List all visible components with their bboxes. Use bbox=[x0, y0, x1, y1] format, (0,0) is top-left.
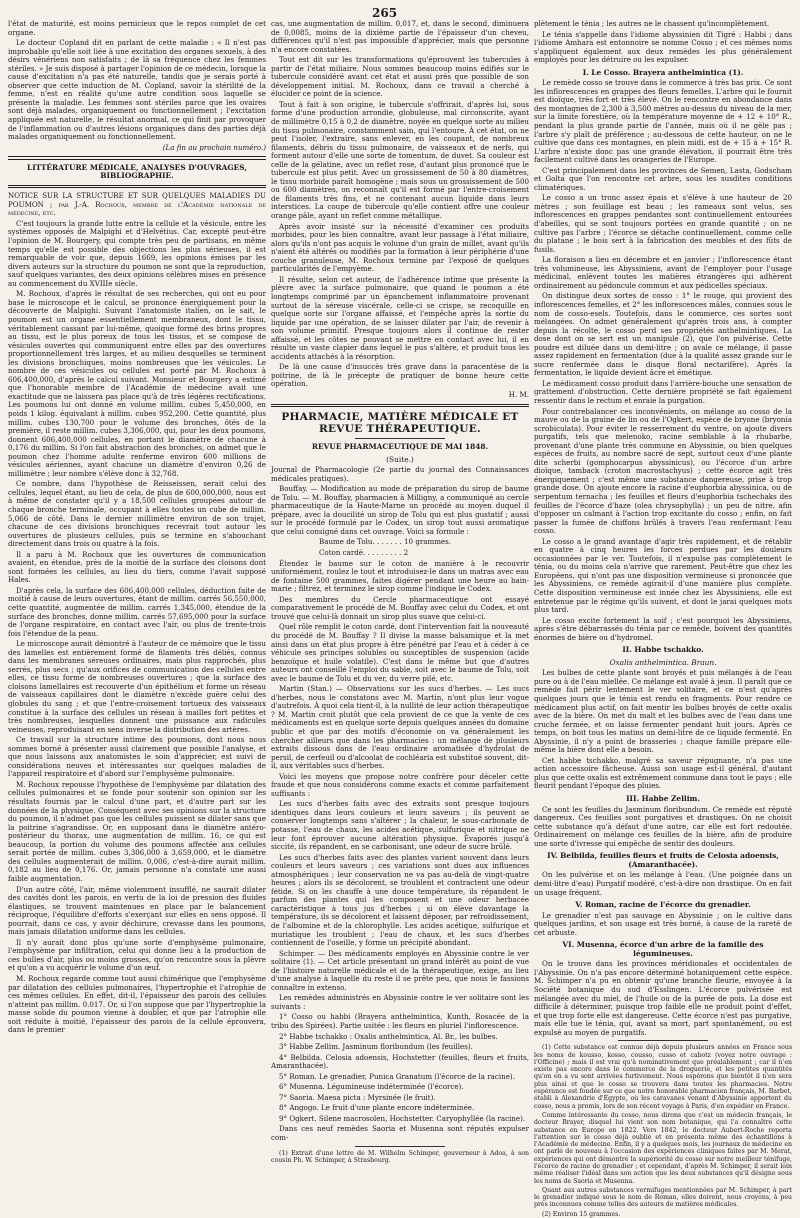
paragraph: Le ténia s'appelle dans l'idiome abyssinien dit Tigré : Habbi ; dans l'idiome Amhara est entonnoire se nomme Cosso ; et ces mêmes noms s'appliquent également aux deux remèdes les plus généralement employés pour les détruire ou les expulser. bbox=[534, 29, 792, 65]
journal-source: Journal de Pharmacologie (2e partie du journal des Connaissances médicales pratiques). bbox=[271, 465, 529, 483]
paragraph: La floraison a lieu en décembre et en janvier ; l'inflorescence étant très volumineuse, les Abyssiniens, avant de l'employer pour l'usage médicinal, enlèvent toutes les matières étrangères qui adhèrent ordinairement au pédoncule commun et aux pédicelles spéciaux. bbox=[534, 255, 792, 290]
paragraph: Étendez le baume sur le coton de manière à le recouvrir uniformément, roulez le tout et introduisez-le dans un matras avec eau de fontaine 500 grammes, faites digérer pendant une heure au bain-marie ; filtrez, et terminez le sirop comme l'indique le Codex. bbox=[271, 558, 529, 594]
paragraph: Après avoir insisté sur la nécessité d'examiner ces produits morbides, pour les bien connaître, avant leur passage à l'état miliaire, alors qu'ils n'ont pas acquis le volume d'un grain de millet, avant qu'ils n'aient été altérés ou modifiés par la formation à leur périphérie d'une couche granuleuse, M. Rochoux termine par l'exposé de quelques particularités de l'empyème. bbox=[271, 221, 529, 274]
subheading: VI. Musenna, écorce d'un arbre de la famille des légumineuses. bbox=[562, 940, 764, 958]
recipe-line: Baume de Tolu. . . . . . . 10 grammes. bbox=[319, 537, 452, 547]
paragraph: Les bulbes de cette plante sont broyés et puis mélangés à de l'eau pure ou à de l'eau miellée. Ce mélange est avalé à jeun. Il paraît que ce remède fait périr lentement le ver solitaire, et ce n'est qu'après quelques jours que le ténia est rendu en fragments. Pour rendre ce médicament plus actif, on fait mentir les bulbes broyés de cette oxalis avec de la bière. On met du malt et les bulbes avec de l'eau dans une cruche fermée, et on laisse fermenter pendant huit jours. Après ce temps, on boit tous les matins un demi-litre de ce liquide fermenté. En Abyssinie, il n'y a point de brasseries ; chaque famille prépare elle-même la bière dont elle a besoin. bbox=[534, 668, 792, 755]
subheading: V. Roman, racine de l'écorce du grenadier. bbox=[575, 900, 751, 910]
paragraph: Pour contrebalancer ces inconvénients, on mélange au cosso de la mauve ou de la graine de lin ou de l'Ogkert, espèce de bryone (bryonia scrobiculata). Pour éviter le resserrement du ventre, on ajoute divers purgatifs, tels que melenoko, racine semblable à la rhubarbe, provenant d'une plante très commune en Abyssinie, ou bien quelques espèces de fruits, au nombre sacré de sept, surtout ceux d'une plante dite scherbi (gomphocarpus abyssinicus), ou l'écorce d'un arbre dioïque, tamback (croton macrostachyus) ; cette écorce agit très énergiquement ; c'est même une substance dangereuse, prise à trop grande dose. On ajoute encore la racine d'euphorbia abyssinica, ou de serpentum ternacha ; les feuilles et fleurs d'euphorbia tschechaks des feuilles de l'écorce d'haze (olea chrysophylla) ; un peu de nitre, afin d'opposer un calmant à l'action trop excitante du cosso ; enfin, on fait passer la fumée de chiffons brûlés à travers l'eau renfermant l'eau cosso. bbox=[534, 406, 792, 536]
paragraph: On le trouve dans les provinces méridionales et occidentales de l'Abyssinie. On n'a pas encore déterminé botaniquement cette espèce. M. Schimper n'a pu en obtenir qu'une branche fleurie, envoyée à la Société botanique du sud d'Esslingen. L'écorce pulvérisée est mélangée avec du miel, de l'huile ou de la purée de pois. La dose est difficile à déterminer, puisque trop faible elle ne produit point d'effet, et que trop forte elle est dangereuse. Cette écorce n'est pas purgative, mais elle tue le ténia, qui, avant sa mort, part spontanément, ou est expulsé au moyen de purgatifs. bbox=[534, 959, 792, 1037]
paragraph: Cet habbe tschakko, malgré sa saveur répugnante, n'a pas une action accessoire fâcheuse. Aussi son usage est-il général, d'autant plus que cette oxalis est extrêmement commune dans tout le pays ; elle fleurit pendant l'époque des pluies. bbox=[534, 755, 792, 791]
paragraph: Tout est dit sur les transformations qu'éprouvent les tubercules à partir de l'état miliaire. Nous sommes beaucoup moins édifiés sur le tubercule considéré avant cet état et aussi près que possible de son développement initial. M. Rochoux, dans ce travail a cherché à élucider ce point de la science. bbox=[271, 55, 529, 99]
subheading: IV. Belbilda, feuilles fleurs et fruits de Celosia adoensis, (Amaranthacée). bbox=[547, 851, 779, 869]
paragraph: Les sucs d'herbes faits avec des extraits sont presque toujours identiques dans leurs couleurs et leurs saveurs ; ils peuvent se conserver longtemps sans s'altérer ; la chaleur, le sous-carbonate de potasse, l'eau de chaux, les acides acétique, sulfurique et nitrique ne leur font éprouver aucune altération physique. Évaporés jusqu'à siccité, ils répandent, en se carbonisant, une odeur de sucre brûlé. bbox=[271, 799, 529, 852]
paragraph: Le remède cosso se trouve dans le commerce à très bas prix. Ce sont les inflorescences en grappes des fleurs femelles. L'arbre qui le fournit est dioïque, très fort et très élevé. On le rencontre en abondance dans des montagnes de 2,300 à 3,500 mètres au-dessus du niveau de la mer, sur la limite forestière, où la température moyenne de + 12 + 10° R., pendant la plus grande partie de l'année, mais où il ne gèle pas ; l'arbre s'y plaît de préférence ; au-dessous de cette hauteur, on ne le cultive que dans ces montagnes, en plein midi, est de + 15 à + 15° R. L'arbre n'existe donc pas une grande élévation, il pourrait être très facilement cultivé dans les orangeries de l'Europe. bbox=[534, 78, 792, 165]
paragraph: Ce nombre, dans l'hypothèse de Reisseissen, serait celui des cellules, lequel étant, au lieu de cela, de plus de 600,000,000, nous est à même de constater qu'il y a 18,500 cellules groupées autour de chaque bronche terminale, occupant à elles toutes un cube de millim. 5,066 de côté. Dans le dernier millimètre environ de son trajet, chacune de ces divisions bronchiques recevrait tout autour les ouvertures de plusieurs cellules, puis se termine en s'abouchant directement dans trois ou quatre à la fois. bbox=[8, 479, 266, 549]
column-1 bbox=[8, 20, 266, 1120]
section-rule bbox=[8, 185, 266, 189]
paragraph: D'un autre côté, l'air, même violemment insufflé, ne saurait dilater des cavités dont les parois, en vertu de la loi de pression des fluides élastiques, se trouvent maintenues en place par le balancement réciproque, l'équilibre d'efforts s'exerçant sur elles en sens opposé. Il pourrait, dans ce cas, y avoir déchirure, crevasse dans les poumons, mais jamais dilatation uniforme dans les cellules. bbox=[8, 884, 266, 937]
paragraph: Le cosso a un tronc assez épais et s'élève à une hauteur de 20 mètres ; son feuillage est beau ; les rameaux sont velus, ses inflorescences en grappes pendantes sont continuellement entourées d'abeilles, qui se sont toujours portées en grande quantité ; on ne cultive pas l'arbre ; l'écorce se détache continuellement, comme celle du platane ; le bois sert à la fabrication des meubles et des fûts de fusils. bbox=[534, 193, 792, 254]
subheading: I. Le Cosso. Brayera anthelmintica (1). bbox=[582, 67, 744, 77]
paragraph: Martin (Stan.) — Observations sur les sucs d'herbes. — Les sucs d'herbes, nous le constatons avec M. Martin, n'ont plus leur vogue d'autrefois. À quoi cela tient-il, à la nullité de leur action thérapeutique ? M. Martin croit plutôt que cela provient de ce que la vente de ces médicaments est en quelque sorte depuis quelques années du domaine public et que par des motifs d'économie on va généralement les chercher ailleurs que dans les pharmacies : un mélange de plusieurs extraits dissous dans de l'eau ordinaire aromatisée d'hydrolat de persil, de cerfeuil ou d'alcoolat de cochléaria est substitué souvent, dit-il, aux véritables sucs d'herbes. bbox=[271, 684, 529, 771]
paragraph: cas, une augmentation de millim. 0,017, et, dans le second, diminuera de 0,0085, moins de la dixième partie de l'épaisseur d'un cheveu, différences qu'il n'est pas impossible d'apprécier, mais que personne n'a encore constatées. bbox=[271, 19, 529, 54]
section-heading: LITTÉRATURE MÉDICALE, ANALYSES D'OUVRAGES, BIBLIOGRAPHIE. bbox=[27, 162, 247, 181]
list-item: 2° Habbe tschakko : Oxalis anthelmintica, Al. Br., les bulbes. bbox=[279, 1031, 498, 1041]
paragraph: Il résulte, selon cet auteur, de l'adhérence intime que présente la plèvre avec la surface pulmonaire, que quand le poumon a été longtemps comprimé par un épanchement inflammatoire provenant surtout de la séreuse viscérale, celle-ci se crispe, se recoquille en quelque sorte sur l'organe affaissé, et l'empêche après la sortie du liquide par une opération, de se laisser dilater par l'air, de revenir à son volume primitif. Presque toujours alors il continue de rester affaissé, et les côtes ne pouvant se mettre en contact avec lui, il en résulte un vaste clapier dans lequel le pus s'altère, et produit tous les accidents attachés à la résorption. bbox=[271, 274, 529, 361]
list-item: 7° Saoria. Maesa picta : Myrsinée (le fruit). bbox=[279, 1092, 436, 1102]
paragraph: M. Rochoux repousse l'hypothèse de l'emphysème par dilatation des cellules pulmonaires et se fonde pour soutenir son opinion sur les résultats fournis par le calcul d'une part, et d'autre part sur les données de la physique. Conséquent avec ses opinions sur la structure du poumon, il n'admet pas que les cellules puissent se dilater sans que la poitrine s'agrandisse. Or, en supposant dans le diamètre antéro-postérieur du thorax, une augmentation de millim. 16, ce qui est beaucoup, la portion du volume des poumons affectée aux cellules serait portée de millim. cubes 3,306,000 à 3,659,000, et le diamètre des cellules augmenterait de millim. 0,006, c'est-à-dire aurait millim. 0,182 au lieu de 0,176. Or, jamais personne n'a constaté une aussi faible augmentation. bbox=[8, 779, 266, 883]
footnote: Quant aux autres substances vermifuges mentionnées par M. Schimper, à part le grenadier indiqué sous le nom de Roman, elles doivent, nous croyons, à peu près inconnues comme telles des auteurs de matières médicales. bbox=[534, 1186, 792, 1209]
paragraph: Tout à fait à son origine, le tubercule s'offrirait, d'après lui, sous forme d'une production arrondie, globuleuse, mal circonscrite, ayant de millimètre 0,15 à 0,2 de diamètre, noyée en quelque sorte au milieu du tissu pulmonaire, constamment sain, qui l'entoure. À cet état, on ne peut l'isoler, l'extraire, sans enlever, en les coupant, de nombreux filaments, débris du tissu pulmonaire, de vaisseaux et de nerfs, qui forment autour d'elle une sorte de tomentum, de duvet. Sa couleur est celle de la gélatine, avec un reflet rose, d'autant plus prononcé que le tubercule est plus petit. Avec un grossissement de 50 à 80 diamètres, le tissu morbide paraît homogène ; mais sous un grossissement de 500 ou 600 diamètres, on reconnaît qu'il est formé par l'entre-croisement de filaments très fins, et ne contenant aucun liquide dans leurs interstices. La coupe de tubercule qu'elle contient offre une couleur orange pâle, ayant un reflet comme métallique. bbox=[271, 99, 529, 221]
paragraph: Ce sont les feuilles du Jasminum floribundum. Ce remède est réputé dangereux. Ces feuilles sont purgatives et drastiques. On ne choisit cette substance qu'à défaut d'une autre, car elle est fort redoutée. Ordinairement on mélange ces feuilles de la bière, afin de produire une sorte d'ivresse qui empêche de sentir des douleurs. bbox=[534, 804, 792, 848]
paragraph: Schimper. — Des médicaments employés en Abyssinie contre le ver solitaire (1). — Cet article présentant un grand intérêt au point de vue de l'histoire naturelle médicale et de la thérapeutique, exige, au lieu d'une analyse à laquelle du reste il se prête peu, que nous le fassions connaître in extenso. bbox=[271, 948, 529, 992]
section-title: PHARMACIE, MATIÈRE MÉDICALE ET REVUE THÉRAPEUTIQUE. bbox=[281, 411, 519, 436]
suite-label: (Suite.) bbox=[386, 454, 414, 464]
paragraph: M. Rochoux, d'après le résultat de ses recherches, qui ont eu pour base le microscope et le calcul, se prononce énergiquement pour la découverte de Malpighi. Suivant l'anatomiste italien, on le sait, le poumon est un organe essentiellement membraneux, dont le tissu, véritablement cassant par lui-même, quoique formé des brins propres au tissu, est le plus poreux de tous les tissus, et se compose de vésicules ouvertes qui communiquent entre elles par des ouvertures proportionnellement très larges, et au milieu desquelles se terminent les divisions bronchiques, moins nombreuses que les vésicules. Le nombre de ces vésicules ou cellules est porté par M. Rochoux à 606,400,000, d'après le calcul suivant. Monsieur et Bourgery a estimé que l'honorable membre de l'Académie de médecine avait une exactitude que ne laissera pas place qu'à de très légères rectifications. Les poumons lui ont donné en volume millim. cubes 5,450,000, en poids 1 kilog. équivalant à millim. cubes 952,200. Cette quantité, plus millim. cubes 130,700 pour le volume des bronches, ôtés de la première, il reste millim. cubes 3,306,000, qui, pour les deux poumons, donnent 606,400,000 cellules, en portant le diamètre de chacune à 0,176 du millim. Si l'on fait abstraction des bronches, on admet que le poumon chez l'homme adulte renferme environ 600 millions de vésicules aériennes, ayant chacune un diamètre d'environ 0,26 de millimètre ; leur nombre s'élève donc à 32,768. bbox=[8, 289, 266, 478]
divider bbox=[355, 438, 445, 439]
subheading: Oxalis anthelmintica. Braun. bbox=[609, 657, 717, 667]
revue-title: REVUE PHARMACEUTIQUE DE MAI 1848. bbox=[311, 442, 489, 452]
paragraph: Le microscope aurait démontré à l'auteur de ce mémoire que le tissu des lamelles est entièrement formé de filaments très déliés, connus dans les membranes séreuses ordinaires, mais plus rapprochés, plus serrés, plus secs ; qu'aux orifices de communication des cellules entre elles, ce tissu forme de nombreuses ouvertures ; que la surface des cloisons lamellaires est recouverte d'un épithélium et forme un réseau de vaisseaux capillaires dont le diamètre n'excède guère celui des globules du sang ; et que l'entre-croisement tortueux des vaisseaux constitue à la surface des cellules un réseau à mailles fort petites et très nombreuses, lesquelles donnent une puissance aux radicules veineuses, reproduisant en sens inverse la distribution des artères. bbox=[8, 639, 266, 734]
paragraph: D'après cela, la surface des 606,400,000 cellules, déduction faite de moitié à cause de leurs ouvertures, étant de millim. carrés 56,550,000, cette quantité, augmentée de millim. carrés 1,345,000, étendue de la surface des bronches, donne millim. carrés 57,695,000 pour la surface de l'organe respiratoire, en contact avec l'air, ou plus de trente-trois fois l'étendue de la peau. bbox=[8, 585, 266, 638]
paragraph: Les sucs d'herbes faits avec des plantes varient souvent dans leurs couleurs et leurs saveurs ; ces variations sont dues aux influences atmosphériques ; leur conservation ne va pas au-delà de vingt-quatre heures ; alors ils se décolorent, se troublent et contractent une odeur fétide. Si on les chauffe à une douce température, ils répandent le parfum des plantes qui les composent et une odeur herbacée caractéristique à tous jus d'herbes ; si on élève davantage la température, ils se décolorent et laissent déposer, par refroidissement, de l'albumine et de la chlorophylle. Les acides acétique, sulfurique et muriatique les troublent ; l'eau de chaux, et les sucs d'herbes contiennent de l'oseille, y forme un précipité abondant. bbox=[271, 852, 529, 948]
paragraph: Le cosso a le grand avantage d'agir très rapidement, et de rétablir en quatre à cinq heures les forces perdues par les douleurs occasionnées par le ver. Toutefois, il n'expulse pas complètement le ténia, ou du moins cela n'arrive que rarement. Peut-être que chez les Européens, qui n'ont pas une disposition vermineuse si prononcée que les Abyssiniens, ce remède agirait-il d'une manière plus complète. Cette disposition vermineuse est innée chez les Abyssiniens, elle est entretenue par le régime qu'ils suivent, et dont le jarai quelques mots plus tard. bbox=[534, 536, 792, 615]
paragraph: Le médicament cosso produit dans l'arrière-bouche une sensation de grattement d'obstruction. Cette dernière propriété se fait également ressentir dans le rectum et enraie la purgation. bbox=[534, 378, 792, 405]
paragraph: Les remèdes administrés en Abyssinie contre le ver solitaire sont les suivants : bbox=[271, 993, 529, 1011]
paragraph: Le grenadier n'est pas sauvage en Abyssinie ; on le cultive dans quelques jardins, et son usage est très borné, à cause de la rareté de cet arbuste. bbox=[534, 910, 792, 937]
page-number: 265 bbox=[372, 6, 398, 20]
footnote-divider bbox=[618, 1040, 708, 1041]
paragraph: Le cosso excite fortement la soif ; c'est pourquoi les Abyssiniens, après s'être débarrassés du ténia par ce remède, boivent des quantités énormes de bière ou d'hydromel. bbox=[534, 615, 792, 642]
paragraph: On les pulvérise et on les mélange à l'eau. (Une poignée dans un demi-litre d'eau) Purgatif modéré, c'est-à-dire non drastique. On en fait un usage fréquent. bbox=[534, 870, 792, 897]
paragraph: Bouffay. — Modification au mode de préparation du sirop de baume de Tolu. — M. Bouffay, pharmacien à Milligny, a communiqué au cercle pharmaceutique de la Haute-Marne un procédé au moyen duquel il prépare, avec la doucilité un sirop de Tolu qui est plus gustatif ; aussi sur le procédé formulé par le Codex, un sirop tout aussi aromatique que celui consigné dans cet ouvrage. Voici sa formule : bbox=[271, 484, 529, 536]
paragraph: C'est principalement dans les provinces de Semen, Lasta, Godscham et Golta que l'on rencontre cet arbre, sous les susdites conditions climatériques. bbox=[534, 165, 792, 192]
paragraph: Il a paru à M. Rochoux que les ouvertures de communication avaient, en étendue, près de la moitié de la surface des cloisons dont sont formées les cellules, au lieu du tiers, comme l'avait supposé Hales. bbox=[8, 549, 266, 585]
list-item: 1° Cosso ou habbi (Brayera anthelmintica, Kunth, Rosacée de la tribu des Spirées). Partie usitée : les fleurs en pluriel l'inflorescence. bbox=[271, 1012, 529, 1031]
signature: H. M. bbox=[508, 389, 529, 399]
list-item: 9° Ogkert. Silene macrosolen, Hochstetter. Caryophyllée (la racine). bbox=[279, 1113, 526, 1123]
paragraph: M. Rochoux regarde comme tout aussi chimérique que l'emphysème par dilatation des cellules pulmonaires, l'hypertrophie et l'atrophie de ces mêmes cellules. En effet, dit-il, l'épaisseur des parois des cellules n'atteint pas millim. 0.017. Or, si l'on suppose que par l'hypertrophie la masse solide du poumon vienne à doubler, et que par l'atrophie elle soit réduite à moitié, l'épaisseur des parois de la cellule éprouvera, dans le premier bbox=[8, 973, 266, 1035]
list-item: 4° Belbilda. Celosia adoensis, Hochstetter (feuilles, fleurs et fruits, Amaranthacée). bbox=[271, 1052, 529, 1071]
paragraph: Voici les moyens que propose notre confrère pour déceler cette fraude et que nous considérons comme exacts et comme parfaitement suffisants : bbox=[271, 771, 529, 798]
column-3 bbox=[534, 19, 792, 1218]
paragraph: De là une cause d'insuccès très grave dans la paracentèse de la poitrine, de là le précepte de pratiquer de bonne heure cette opération. bbox=[271, 362, 529, 389]
column-2 bbox=[271, 19, 529, 1164]
footnote: (1) Cette substance est connue déjà depuis plusieurs années en France sous les noms de kousso, kosso, cousso, cusso et cabotz (voyez notre ouvrage : l'Officine) ; mais il est vrai qu'à nominativement que préalablement ; car il n'en existe pas encore dans le commerce de la droguerie, et les petites quantités qu'on en a vu sont arrivées furtivement. Nous espérons que bientôt il n'en sera plus ainsi et que le cosso se trouvera dans toutes les pharmacies. Notre espérance est fondée sur ce que notre honorable pharmacien français, M. Barbet, établi à Alexandrie d'Égypte, où les caravanes venant d'Abyssinie apportent du cosso, nous a promis, lors de son récent voyage à Paris, d'en expédier en France. bbox=[534, 1044, 792, 1110]
footnote: (1) Extrait d'une lettre de M. Wilhelm Schimper, gouverneur à Adoa, à son cousin Ph. W. Schimper, à Strasbourg. bbox=[271, 1149, 529, 1164]
paragraph: Ce travail sur la structure intime des poumons, dont nous nous sommes borné à présenter aussi clairement que possible l'analyse, et que nous laissons aux anatomistes le soin d'apprécier, est suivi de considérations neuves et intéressantes sur quelques maladies de l'appareil respiratoire et d'abord sur l'emphysème pulmonaire. bbox=[8, 735, 266, 779]
paragraph: On distingue deux sortes de cosso : 1° le rouge, qui provient des inflorescences femelles, et 2° les inflorescences mâles, connues sous le nom de cosso-esels. Toutefois, dans le commerce, ces sortes sont mélangées. On admet généralement qu'après trois ans, à compter depuis la récolte, le cosso perd ses propriétés anthelmintiques. La dose dont on se sert est un manipule (2), que l'on pulvérise. Cette poudre est diluée dans un demi-litre ; on avale ce mélange, il passe assez rapidement en fermentation (due à la qualité assez grande sur le sucre renfermée dans le disque floral nectarifère). Après la fermentation, le liquide devient âcre et émétique. bbox=[534, 291, 792, 378]
section-rule bbox=[8, 156, 266, 160]
footnote-divider bbox=[355, 1146, 445, 1147]
paragraph: Le docteur Copland dit en parlant de cette maladie : « Il n'est pas improbable qu'elle soit liée à une excitation des organes sexuels, à des désirs vénériens non satisfaits ; de là sa fréquence chez les femmes stériles. » Je suis disposé à partager l'opinion de ce médecin, lorsque la cause d'excitation n'a pas été naturelle, tandis que je serais porté à observer que cette induction de M. Copland, savoir la stérilité de la femme, n'est en réalité qu'une autre condition sous laquelle se présente la maladie. Les femmes sont stériles parce que les ovaires sont déjà malades, organiquement ou fonctionnellement ; l'excitation appliquée est naturelle, le résultat anormal, ce qui finit par provoquer de l'inflammation ou d'autres lésions organiques dans des parties déjà malades organiquement ou fonctionnellement. bbox=[8, 38, 266, 142]
to-be-continued: (La fin au prochain numéro.) bbox=[162, 142, 266, 152]
paragraph: Des membres du Cercle pharmaceutique ont essayé comparativement le procédé de M. Bouffay avec celui du Codex, et ont trouvé que celui-là donnait un sirop plus suave que celui-ci. bbox=[271, 594, 529, 621]
paragraph: l'état de maturité, est moins pernicieux que le repos complet de cet organe. bbox=[8, 19, 266, 37]
paragraph: Quel rôle remplit le coton cardé, dont l'intervention fait la nouveauté du procédé de M. Bouffay ? Il divise la masse balsamique et la met ainsi dans un état plus propre à être pénétré par l'eau et à céder à ce véhicule ses principes solubles ou susceptibles de suspension (acide benzoïque et huile volatile). C'est dans le même but que d'autres auteurs ont conseillé l'emploi du sable, soit avec le baume de Tolu, soit avec le baume de Tolu et du ver, du verre pilé, etc. bbox=[271, 622, 529, 683]
paragraph: C'est toujours la grande lutte entre la cellule et la vésicule, entre les systèmes opposés de Malpighi et d'Helvétius. Car, excepté peut-être l'opinion de M. Bourgery, qui compte très peu de partisans, en même temps qu'elle est possible des objections les plus sérieuses, il est remarquable de voir que, depuis 1669, les opinions émises par les divers auteurs sur la structure du poumon ne sont que la reproduction, sauf quelques variantes, des deux opinions célèbres mises en présence au commencement du XVIIIe siècle. bbox=[8, 218, 266, 288]
paragraph: Dans ces neuf remèdes Saoria et Musenna sont réputés expulser com- bbox=[271, 1124, 529, 1143]
paragraph: plètement le ténia ; les autres ne le chassent qu'incomplètement. bbox=[534, 19, 770, 28]
list-item: 8° Angogo. Le fruit d'une plante encore indéterminée. bbox=[279, 1103, 475, 1113]
paragraph: Il n'y aurait donc plus qu'une sorte d'emphysème pulmonaire, l'emphysème par infiltration, celui qui donne lieu à la production de ces bulles d'air, plus ou moins grosses, qu'on rencontre sous la plèvre et qu'on a vu acquérir le volume d'un œuf. bbox=[8, 937, 266, 973]
section-rule bbox=[271, 404, 529, 408]
subheading: III. Habbe Zellim. bbox=[626, 794, 700, 804]
footnote: Comme intéressante du cosso, nous dirons que c'est un médecin français, le docteur Brayer, disquel lui vient son nom botanique, qui l'a connaître cette substance en Europe en 1822. Vers 1842, le docteur Aubert-Roche reporta l'attention sur le cosso déjà oublié et en présenta même des échantillons à l'Académie de médecine. Enfin, il y a quelques mois, les journaux de médecine en ont parlé de nouveau à l'occasion des expériences cliniques faites par M. Merat, expériences qui ont démontré la supériorité du cosso sur notre meilleur ténifuge, l'écorce de racine de grenadier ; et cependant, d'après M. Schimper, il serait loin même réaliser l'idéal dans son action que les deux substances qu'il désigne sous les noms de Saoria et Musenna. bbox=[534, 1111, 792, 1185]
list-item: 5° Roman. Le grenadier, Punica Granatum (l'écorce de la racine). bbox=[279, 1071, 515, 1081]
subheading: II. Habbe tschakko. bbox=[622, 645, 704, 655]
notice-title: NOTICE SUR LA STRUCTURE ET SUR QUELQUES MALADIES DU POUMON ; par J.-A. Rochoux, membre de l'Académie nationale de médecine, etc. bbox=[8, 191, 266, 218]
list-item: 3° Habbe Zellim. Jasminum floribundum (les feuilles). bbox=[279, 1042, 473, 1052]
list-item: 6° Musenna. Légumineuse indéterminée (l'écorce). bbox=[279, 1082, 464, 1092]
recipe-line: Coton cardé. . . . . . . . . 2 bbox=[319, 548, 409, 558]
footnote: (2) Environ 15 grammes. bbox=[542, 1210, 621, 1218]
